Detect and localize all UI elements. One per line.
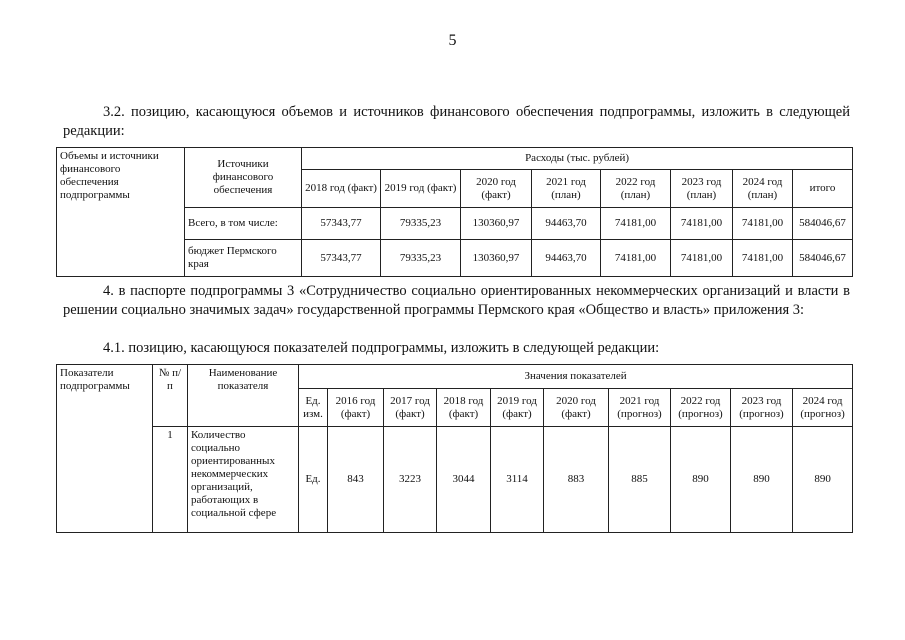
section-4-text: 4. в паспорте подпрограммы 3 «Сотрудничество социально ориентированных некоммерческих организаций и власти в решении социально значимых задач» государственной программы Пермского края «Общество и власть» приложения 3: (63, 283, 850, 318)
indicator-year-header: 2021 год (прогноз) (609, 389, 671, 427)
value-cell: 74181,00 (601, 208, 671, 240)
finance-year-header: 2022 год (план) (601, 170, 671, 208)
finance-year-header: 2018 год (факт) (302, 170, 381, 208)
indicators-col-header: Показатели подпрограммы (57, 365, 153, 533)
finance-year-header: 2019 год (факт) (381, 170, 461, 208)
unit-header: Ед. изм. (299, 389, 328, 427)
value-cell: 890 (793, 427, 853, 533)
unit-cell: Ед. (299, 427, 328, 533)
values-header: Значения показателей (299, 365, 853, 389)
value-cell: 3114 (491, 427, 544, 533)
indicator-year-header: 2024 год (прогноз) (793, 389, 853, 427)
value-cell: 57343,77 (302, 240, 381, 277)
value-cell: 57343,77 (302, 208, 381, 240)
value-cell: 885 (609, 427, 671, 533)
value-cell: 883 (544, 427, 609, 533)
value-cell: 74181,00 (733, 208, 793, 240)
indicator-year-header: 2016 год (факт) (328, 389, 384, 427)
value-cell: 890 (731, 427, 793, 533)
finance-year-header: 2020 год (факт) (461, 170, 532, 208)
finance-year-header: 2023 год (план) (671, 170, 733, 208)
value-cell: 79335,23 (381, 240, 461, 277)
finance-row-header: Объемы и источники финансового обеспечения подпрограммы (57, 148, 185, 277)
indicators-table (56, 364, 853, 533)
name-col-header: Наименование показателя (188, 365, 299, 427)
value-cell: 584046,67 (793, 240, 853, 277)
indicator-year-header: 2018 год (факт) (437, 389, 491, 427)
value-cell: 94463,70 (532, 208, 601, 240)
value-cell: 3044 (437, 427, 491, 533)
finance-year-header: 2024 год (план) (733, 170, 793, 208)
row-label: бюджет Пермского края (185, 240, 302, 277)
value-cell: 890 (671, 427, 731, 533)
finance-year-header: итого (793, 170, 853, 208)
indicator-year-header: 2022 год (прогноз) (671, 389, 731, 427)
expenses-header: Расходы (тыс. рублей) (302, 148, 853, 170)
row-number: 1 (153, 427, 188, 533)
section-3-2-text: 3.2. позицию, касающуюся объемов и источников финансового обеспечения подпрограммы, изложить в следующей редакции: (63, 104, 850, 139)
value-cell: 74181,00 (671, 208, 733, 240)
value-cell: 74181,00 (671, 240, 733, 277)
value-cell: 130360,97 (461, 208, 532, 240)
finance-table (56, 147, 853, 277)
value-cell: 74181,00 (733, 240, 793, 277)
indicator-year-header: 2019 год (факт) (491, 389, 544, 427)
num-col-header: № п/п (153, 365, 188, 427)
value-cell: 79335,23 (381, 208, 461, 240)
sources-header: Источники финансового обеспечения (185, 148, 302, 208)
row-label: Всего, в том числе: (185, 208, 302, 240)
section-4-1-text: 4.1. позицию, касающуюся показателей подпрограммы, изложить в следующей редакции: (103, 340, 660, 356)
finance-year-header: 2021 год (план) (532, 170, 601, 208)
indicator-year-header: 2020 год (факт) (544, 389, 609, 427)
value-cell: 94463,70 (532, 240, 601, 277)
indicator-name: Количество социально ориентированных некоммерческих организаций, работающих в социальной сфере (188, 427, 299, 533)
table-row (57, 427, 853, 533)
value-cell: 74181,00 (601, 240, 671, 277)
value-cell: 130360,97 (461, 240, 532, 277)
value-cell: 3223 (384, 427, 437, 533)
indicator-year-header: 2017 год (факт) (384, 389, 437, 427)
value-cell: 584046,67 (793, 208, 853, 240)
indicator-year-header: 2023 год (прогноз) (731, 389, 793, 427)
value-cell: 843 (328, 427, 384, 533)
page-number: 5 (448, 32, 457, 49)
